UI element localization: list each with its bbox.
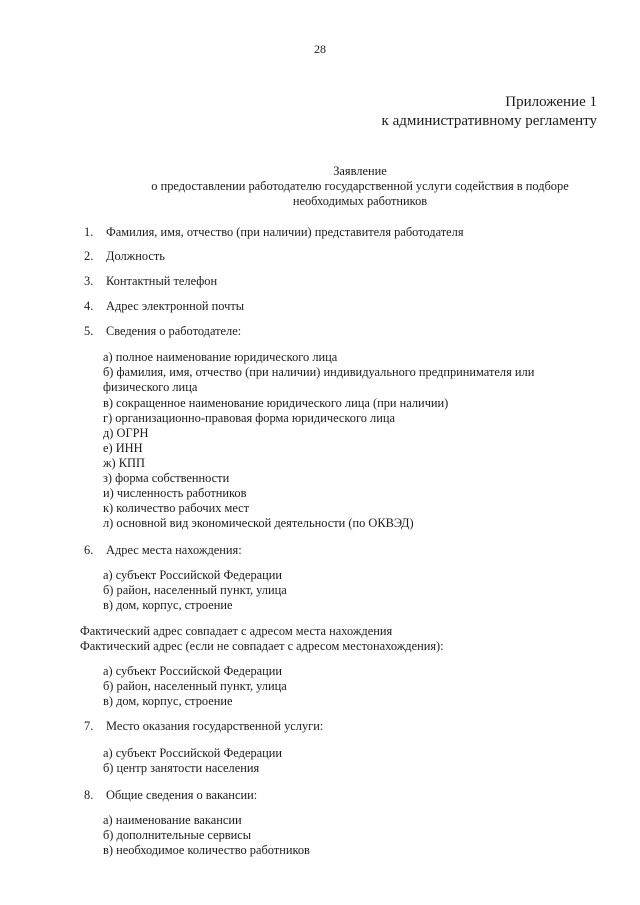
- item-number: 6.: [84, 543, 94, 557]
- actual-address-different: Фактический адрес (если не совпадает с адресом местонахождения):: [80, 639, 444, 653]
- actual-address-detail: а) субъект Российской Федерации: [103, 664, 283, 678]
- employer-detail: физического лица: [103, 380, 198, 394]
- item-number: 1.: [84, 225, 94, 239]
- employer-detail: а) полное наименование юридического лица: [103, 350, 338, 364]
- item-text: Общие сведения о вакансии:: [106, 788, 258, 802]
- list-item: [84, 543, 242, 558]
- service-place-detail: б) центр занятости населения: [103, 761, 260, 775]
- item-text: Фамилия, имя, отчество (при наличии) представителя работодателя: [106, 225, 464, 239]
- vacancy-detail: в) необходимое количество работников: [103, 843, 310, 857]
- employer-detail: к) количество рабочих мест: [103, 501, 250, 515]
- document-subtitle-line1: о предоставлении работодателю государственной услуги содействия в подборе: [151, 179, 569, 193]
- employer-detail: д) ОГРН: [103, 426, 149, 440]
- document-title: Заявление: [333, 164, 387, 178]
- item-number: 5.: [84, 324, 94, 338]
- list-item: [84, 324, 241, 339]
- item-text: Должность: [106, 249, 165, 263]
- employer-detail: л) основной вид экономической деятельности (по ОКВЭД): [103, 516, 414, 530]
- employer-detail: г) организационно-правовая форма юридического лица: [103, 411, 395, 425]
- actual-address-same: Фактический адрес совпадает с адресом места нахождения: [80, 624, 393, 638]
- location-detail: б) район, населенный пункт, улица: [103, 583, 287, 597]
- item-number: 7.: [84, 719, 94, 733]
- vacancy-detail: а) наименование вакансии: [103, 813, 242, 827]
- item-number: 3.: [84, 274, 94, 288]
- list-item: [84, 788, 257, 803]
- page-number: 28: [314, 42, 326, 56]
- employer-detail: и) численность работников: [103, 486, 247, 500]
- list-item: [84, 249, 165, 264]
- appendix-reference: к административному регламенту: [381, 113, 597, 129]
- employer-detail: в) сокращенное наименование юридического лица (при наличии): [103, 396, 449, 410]
- item-text: Контактный телефон: [106, 274, 218, 288]
- item-text: Сведения о работодателе:: [106, 324, 242, 338]
- item-text: Адрес электронной почты: [106, 299, 245, 313]
- list-item: [84, 719, 323, 734]
- actual-address-detail: в) дом, корпус, строение: [103, 694, 233, 708]
- vacancy-detail: б) дополнительные сервисы: [103, 828, 252, 842]
- item-number: 4.: [84, 299, 94, 313]
- document-subtitle-line2: необходимых работников: [292, 194, 428, 208]
- employer-detail: з) форма собственности: [103, 471, 230, 485]
- appendix-label: Приложение 1: [505, 94, 597, 110]
- item-text: Адрес места нахождения:: [106, 543, 242, 557]
- service-place-detail: а) субъект Российской Федерации: [103, 746, 283, 760]
- item-number: 2.: [84, 249, 94, 263]
- actual-address-detail: б) район, населенный пункт, улица: [103, 679, 287, 693]
- location-detail: в) дом, корпус, строение: [103, 598, 233, 612]
- list-item: [84, 299, 244, 314]
- employer-detail: б) фамилия, имя, отчество (при наличии) индивидуального предпринимателя или: [103, 365, 535, 379]
- employer-detail: е) ИНН: [103, 441, 143, 455]
- location-detail: а) субъект Российской Федерации: [103, 568, 283, 582]
- item-text: Место оказания государственной услуги:: [106, 719, 324, 733]
- list-item: [84, 225, 464, 240]
- list-item: [84, 274, 217, 289]
- employer-detail: ж) КПП: [103, 456, 145, 470]
- item-number: 8.: [84, 788, 94, 802]
